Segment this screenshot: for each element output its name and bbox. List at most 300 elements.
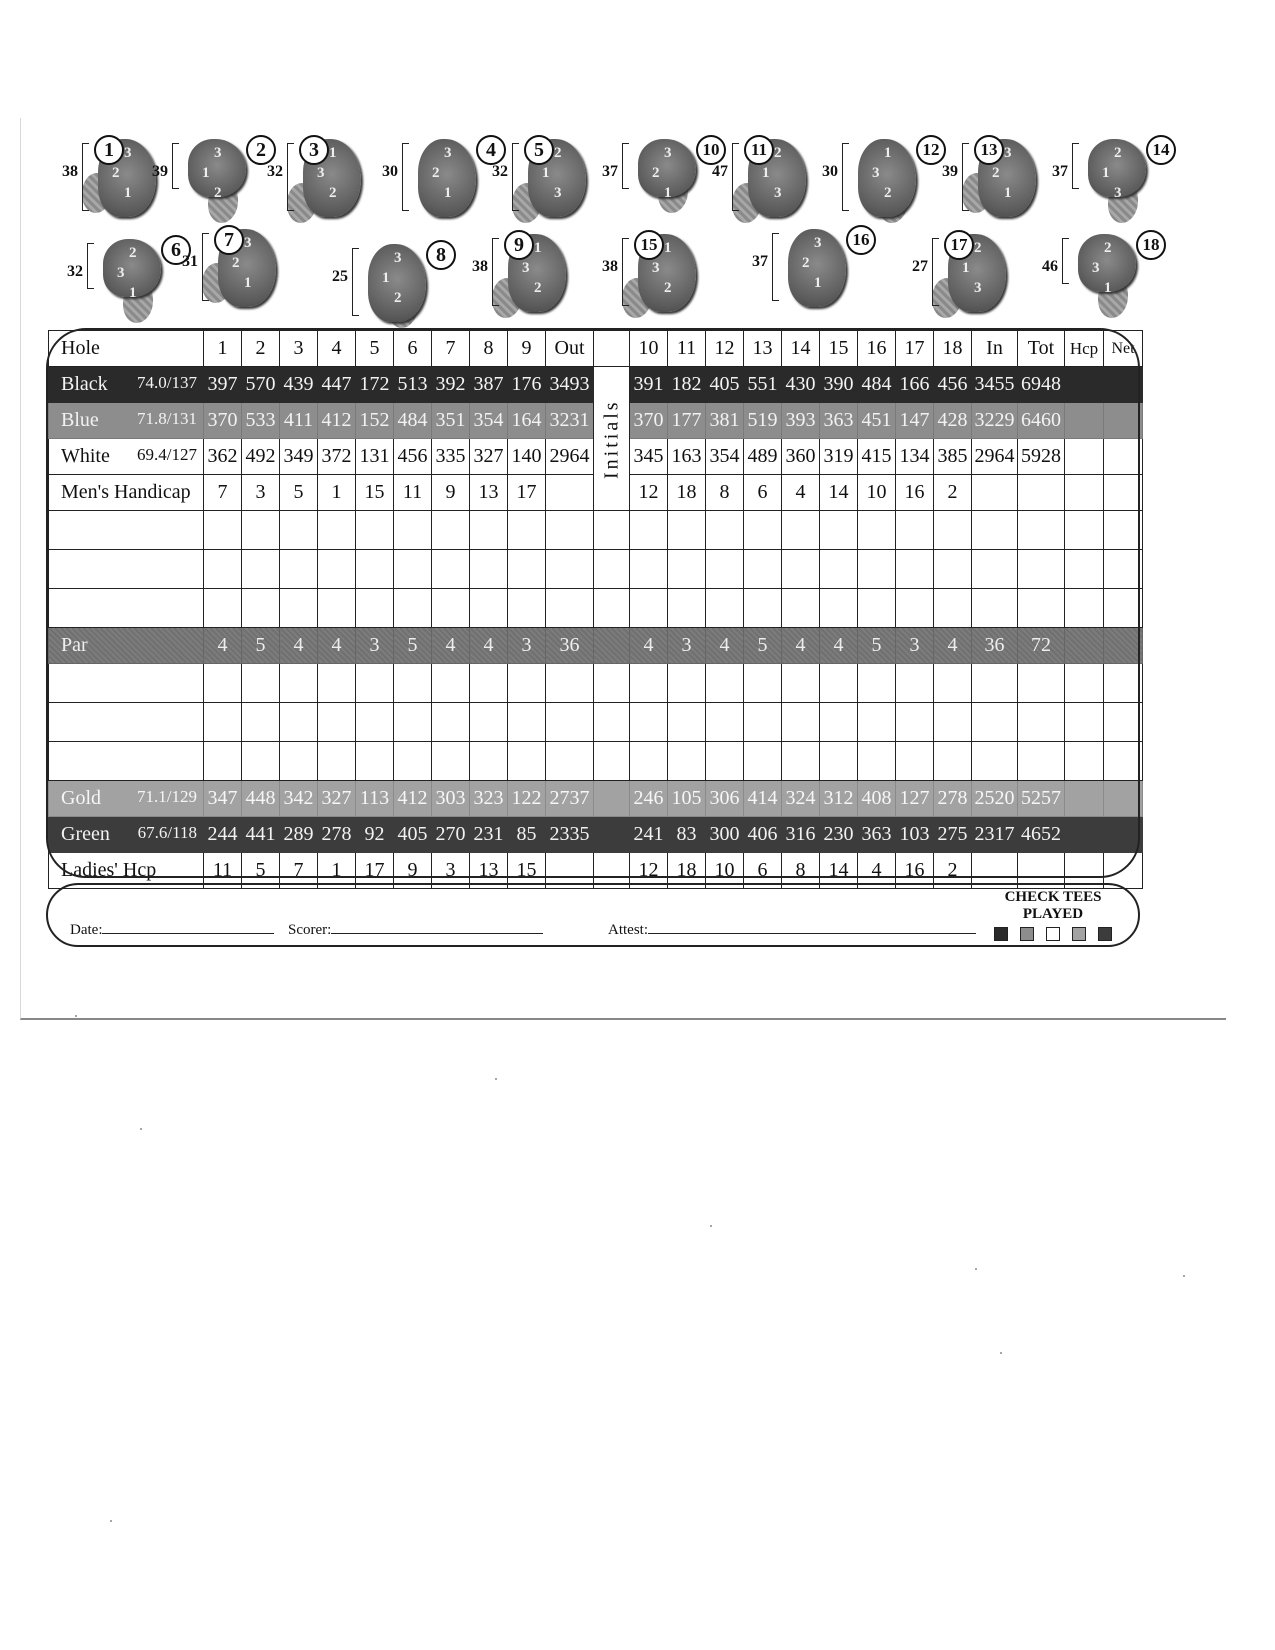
net-cell[interactable]: [1104, 367, 1143, 403]
score-cell[interactable]: [858, 664, 896, 703]
score-cell[interactable]: [630, 550, 668, 589]
score-cell[interactable]: [242, 664, 280, 703]
out-score-cell[interactable]: [546, 664, 594, 703]
score-cell[interactable]: [858, 550, 896, 589]
depth-bracket: [172, 143, 179, 189]
empty-cell[interactable]: [1065, 475, 1104, 511]
score-cell[interactable]: [858, 511, 896, 550]
score-cell[interactable]: [706, 589, 744, 628]
score-cell[interactable]: [706, 703, 744, 742]
out-score-cell[interactable]: [546, 511, 594, 550]
total-score-cell[interactable]: [972, 742, 1018, 781]
green-section: 1: [762, 165, 770, 181]
score-cell[interactable]: [508, 742, 546, 781]
score-cell[interactable]: [820, 742, 858, 781]
mens-handicap-label: Men's Handicap: [49, 475, 204, 511]
score-cell[interactable]: [896, 664, 934, 703]
tee-checkbox[interactable]: [1046, 927, 1060, 941]
depth-bracket: [202, 233, 209, 301]
hcp-cell[interactable]: [1065, 439, 1104, 475]
score-cell[interactable]: [204, 589, 242, 628]
score-cell[interactable]: [744, 742, 782, 781]
score-cell[interactable]: [394, 742, 432, 781]
score-cell[interactable]: [896, 550, 934, 589]
score-cell[interactable]: [744, 589, 782, 628]
yardage: 551: [744, 367, 782, 403]
par-hcp: [1065, 628, 1104, 664]
score-cell[interactable]: [896, 742, 934, 781]
total-score-cell[interactable]: [1018, 664, 1065, 703]
score-cell[interactable]: [356, 589, 394, 628]
score-cell[interactable]: [896, 589, 934, 628]
total-score-cell[interactable]: [1065, 664, 1104, 703]
score-cell[interactable]: [706, 550, 744, 589]
handicap-value: 9: [432, 475, 470, 511]
score-cell[interactable]: [242, 742, 280, 781]
green-section: 3: [1114, 185, 1122, 201]
player-name-cell[interactable]: [49, 703, 204, 742]
header-row: [49, 331, 1143, 367]
handicap-value: 6: [744, 475, 782, 511]
score-cell[interactable]: [394, 703, 432, 742]
score-cell[interactable]: [356, 664, 394, 703]
yardage: 319: [820, 439, 858, 475]
net-cell[interactable]: [1104, 439, 1143, 475]
scorecard: [48, 330, 1138, 889]
score-cell[interactable]: [394, 511, 432, 550]
depth-bracket: [82, 143, 89, 211]
par-value: 5: [744, 628, 782, 664]
score-cell[interactable]: [318, 589, 356, 628]
net-header: Net: [1104, 331, 1143, 367]
total-score-cell[interactable]: [1104, 511, 1143, 550]
score-cell[interactable]: [630, 511, 668, 550]
yardage: 246: [630, 781, 668, 817]
score-cell[interactable]: [280, 511, 318, 550]
total-score-cell[interactable]: [1104, 703, 1143, 742]
score-cell[interactable]: [508, 703, 546, 742]
score-cell[interactable]: [896, 511, 934, 550]
yardage: 230: [820, 817, 858, 853]
green-section: 1: [884, 145, 892, 161]
yardage: 134: [896, 439, 934, 475]
out-score-cell[interactable]: [546, 589, 594, 628]
green-section: 3: [1092, 260, 1100, 276]
score-cell[interactable]: [470, 664, 508, 703]
green-depth: 25: [332, 268, 348, 285]
handicap-value: 12: [630, 853, 668, 889]
score-cell[interactable]: [280, 703, 318, 742]
green-section: 2: [1104, 240, 1112, 256]
net-cell[interactable]: [1104, 403, 1143, 439]
total-score-cell[interactable]: [1018, 589, 1065, 628]
green-depth: 38: [472, 258, 488, 275]
score-cell[interactable]: [896, 703, 934, 742]
depth-bracket: [622, 238, 629, 306]
total-score-cell[interactable]: [1018, 511, 1065, 550]
total-score-cell[interactable]: [1104, 550, 1143, 589]
green-section: 1: [202, 165, 210, 181]
empty-cell[interactable]: [1104, 475, 1143, 511]
yardage: 349: [280, 439, 318, 475]
score-cell[interactable]: [934, 589, 972, 628]
yardage: 300: [706, 817, 744, 853]
score-cell[interactable]: [782, 511, 820, 550]
green-section: 1: [542, 165, 550, 181]
score-cell[interactable]: [630, 664, 668, 703]
yardage: 513: [394, 367, 432, 403]
score-cell[interactable]: [744, 703, 782, 742]
yardage: 92: [356, 817, 394, 853]
scorer-label: Scorer:: [288, 922, 332, 938]
score-cell[interactable]: [668, 589, 706, 628]
score-cell[interactable]: [782, 664, 820, 703]
score-cell[interactable]: [204, 742, 242, 781]
score-cell[interactable]: [630, 703, 668, 742]
green-section: 3: [522, 260, 530, 276]
yardage: 392: [432, 367, 470, 403]
player-name-cell[interactable]: [49, 664, 204, 703]
score-cell[interactable]: [242, 550, 280, 589]
score-cell[interactable]: [934, 703, 972, 742]
green-depth: 30: [382, 163, 398, 180]
score-cell[interactable]: [782, 589, 820, 628]
green-section: 3: [444, 145, 452, 161]
score-cell[interactable]: [280, 550, 318, 589]
score-cell[interactable]: [508, 550, 546, 589]
ladies-score-row: [49, 742, 1143, 781]
tee-checkboxes: [994, 927, 1112, 941]
score-cell[interactable]: [820, 703, 858, 742]
yardage: 492: [242, 439, 280, 475]
score-cell[interactable]: [432, 511, 470, 550]
score-cell[interactable]: [782, 703, 820, 742]
total-score-cell[interactable]: [1104, 589, 1143, 628]
initials-cell[interactable]: [594, 664, 630, 703]
men-score-row: [49, 511, 1143, 550]
score-cell[interactable]: [508, 589, 546, 628]
date-input-line[interactable]: [102, 921, 274, 934]
green-section: 3: [664, 145, 672, 161]
tee-checkbox[interactable]: [1098, 927, 1112, 941]
hole-number-header: 16: [858, 331, 896, 367]
score-cell[interactable]: [782, 742, 820, 781]
tee-label: [49, 439, 204, 475]
score-cell[interactable]: [744, 511, 782, 550]
score-cell[interactable]: [394, 589, 432, 628]
green-section: 3: [974, 280, 982, 296]
handicap-value: 13: [470, 475, 508, 511]
green-section: 3: [1004, 145, 1012, 161]
yardage: 347: [204, 781, 242, 817]
green-section: 2: [664, 280, 672, 296]
score-cell[interactable]: [204, 550, 242, 589]
score-cell[interactable]: [858, 742, 896, 781]
yardage: 105: [668, 781, 706, 817]
score-cell[interactable]: [706, 742, 744, 781]
green-depth: 32: [492, 163, 508, 180]
total-score-cell[interactable]: [1018, 550, 1065, 589]
yardage: 391: [630, 367, 668, 403]
green-depth: 38: [62, 163, 78, 180]
hole-number-header: 15: [820, 331, 858, 367]
yardage: 278: [318, 817, 356, 853]
par-value: 3: [668, 628, 706, 664]
total-score-cell[interactable]: [972, 664, 1018, 703]
total-score-cell[interactable]: [1065, 511, 1104, 550]
handicap-value: 3: [432, 853, 470, 889]
yardage: 270: [432, 817, 470, 853]
score-cell[interactable]: [318, 550, 356, 589]
score-cell[interactable]: [820, 511, 858, 550]
green-section: 2: [884, 185, 892, 201]
green-section: 1: [664, 240, 672, 256]
yardage: 412: [318, 403, 356, 439]
score-cell[interactable]: [668, 703, 706, 742]
attest-field[interactable]: [608, 921, 976, 939]
player-name-cell[interactable]: [49, 589, 204, 628]
score-cell[interactable]: [820, 664, 858, 703]
green-section: 1: [534, 240, 542, 256]
green-section: 1: [814, 275, 822, 291]
score-cell[interactable]: [630, 589, 668, 628]
total-score-cell[interactable]: [1065, 589, 1104, 628]
score-cell[interactable]: [858, 589, 896, 628]
score-cell[interactable]: [470, 589, 508, 628]
tee-checkbox[interactable]: [994, 927, 1008, 941]
green-section: 2: [554, 145, 562, 161]
score-cell[interactable]: [630, 742, 668, 781]
score-cell[interactable]: [934, 742, 972, 781]
score-cell[interactable]: [356, 550, 394, 589]
score-cell[interactable]: [356, 742, 394, 781]
score-cell[interactable]: [432, 550, 470, 589]
player-name-cell[interactable]: [49, 742, 204, 781]
yardage: 430: [782, 367, 820, 403]
score-cell[interactable]: [356, 703, 394, 742]
initials-gap: [594, 817, 630, 853]
score-cell[interactable]: [668, 742, 706, 781]
score-cell[interactable]: [820, 550, 858, 589]
score-cell[interactable]: [934, 511, 972, 550]
hole-number-header: 2: [242, 331, 280, 367]
green-section: 3: [214, 145, 222, 161]
score-cell[interactable]: [318, 664, 356, 703]
handicap-value: 7: [204, 475, 242, 511]
handicap-value: 13: [470, 853, 508, 889]
depth-bracket: [842, 143, 849, 211]
hole-number-header: 1: [204, 331, 242, 367]
attest-input-line[interactable]: [648, 921, 976, 934]
green-section: 1: [664, 185, 672, 201]
green-depth: 37: [1052, 163, 1068, 180]
initials-cell[interactable]: [594, 589, 630, 628]
green-section: 2: [394, 290, 402, 306]
score-cell[interactable]: [432, 742, 470, 781]
score-cell[interactable]: [280, 589, 318, 628]
par-out: 36: [546, 628, 594, 664]
score-cell[interactable]: [280, 742, 318, 781]
scan-speck: [75, 1015, 77, 1017]
score-cell[interactable]: [242, 703, 280, 742]
total-score-cell[interactable]: [972, 550, 1018, 589]
total-score-cell[interactable]: [1104, 664, 1143, 703]
initials-cell[interactable]: [594, 742, 630, 781]
hole-number: 4: [476, 135, 506, 165]
score-cell[interactable]: [242, 589, 280, 628]
tee-row-green: [49, 817, 1143, 853]
initials-gap: [594, 331, 630, 367]
score-cell[interactable]: [318, 742, 356, 781]
score-cell[interactable]: [280, 664, 318, 703]
scan-speck: [1183, 1275, 1185, 1277]
green-section: 3: [244, 235, 252, 251]
score-cell[interactable]: [432, 703, 470, 742]
scorer-input-line[interactable]: [331, 921, 543, 934]
score-cell[interactable]: [318, 703, 356, 742]
depth-bracket: [492, 238, 499, 306]
yardage: 428: [934, 403, 972, 439]
hole-number-header: 11: [668, 331, 706, 367]
score-cell[interactable]: [204, 664, 242, 703]
total-score-cell[interactable]: [1018, 742, 1065, 781]
total-score-cell[interactable]: [1065, 703, 1104, 742]
score-cell[interactable]: [668, 550, 706, 589]
total-score-cell[interactable]: [972, 703, 1018, 742]
score-cell[interactable]: [820, 589, 858, 628]
green-section: 2: [652, 165, 660, 181]
par-value: 4: [934, 628, 972, 664]
yardage-total: 5928: [1018, 439, 1065, 475]
yardage: 414: [744, 781, 782, 817]
initials-gap: [594, 628, 630, 664]
player-name-cell[interactable]: [49, 550, 204, 589]
yardage: 316: [782, 817, 820, 853]
green-section: 3: [774, 185, 782, 201]
handicap-value: 6: [744, 853, 782, 889]
score-cell[interactable]: [394, 664, 432, 703]
yardage: 354: [706, 439, 744, 475]
player-name-cell[interactable]: [49, 511, 204, 550]
total-header: Tot: [1018, 331, 1065, 367]
initials-cell[interactable]: [594, 511, 630, 550]
yardage: 103: [896, 817, 934, 853]
green-depth: 47: [712, 163, 728, 180]
score-cell[interactable]: [394, 550, 432, 589]
empty-cell[interactable]: [972, 475, 1018, 511]
score-cell[interactable]: [744, 550, 782, 589]
initials-cell[interactable]: [594, 703, 630, 742]
handicap-value: 17: [508, 475, 546, 511]
yardage: 147: [896, 403, 934, 439]
out-score-cell[interactable]: [546, 550, 594, 589]
score-cell[interactable]: [204, 511, 242, 550]
out-score-cell[interactable]: [546, 742, 594, 781]
score-cell[interactable]: [470, 550, 508, 589]
score-cell[interactable]: [470, 511, 508, 550]
yardage: 362: [204, 439, 242, 475]
hole-number: 10: [696, 135, 726, 165]
initials-column[interactable]: Initials: [594, 367, 630, 511]
yardage: 140: [508, 439, 546, 475]
yardage: 372: [318, 439, 356, 475]
green-section: 3: [394, 250, 402, 266]
score-cell[interactable]: [858, 703, 896, 742]
green-section: 1: [329, 145, 337, 161]
score-cell[interactable]: [470, 742, 508, 781]
score-cell[interactable]: [706, 664, 744, 703]
hole-number-header: 17: [896, 331, 934, 367]
tee-row-black: [49, 367, 1143, 403]
score-cell[interactable]: [318, 511, 356, 550]
par-value: 3: [508, 628, 546, 664]
hole-number-header: 4: [318, 331, 356, 367]
score-cell[interactable]: [782, 550, 820, 589]
yardage: 354: [470, 403, 508, 439]
score-cell[interactable]: [470, 703, 508, 742]
hcp-cell[interactable]: [1065, 367, 1104, 403]
total-score-cell[interactable]: [1065, 742, 1104, 781]
total-score-cell[interactable]: [1065, 550, 1104, 589]
yardage: 152: [356, 403, 394, 439]
total-score-cell[interactable]: [1018, 703, 1065, 742]
hcp-cell[interactable]: [1065, 403, 1104, 439]
tee-name: White: [61, 445, 110, 467]
score-cell[interactable]: [242, 511, 280, 550]
scorer-field[interactable]: [288, 921, 543, 939]
tee-checkbox[interactable]: [1072, 927, 1086, 941]
handicap-value: 18: [668, 853, 706, 889]
yardage-out: 2737: [546, 781, 594, 817]
score-cell[interactable]: [432, 589, 470, 628]
empty-cell[interactable]: [1018, 475, 1065, 511]
handicap-value: 15: [356, 475, 394, 511]
yardage: 415: [858, 439, 896, 475]
par-total: 72: [1018, 628, 1065, 664]
yardage: 177: [668, 403, 706, 439]
score-cell[interactable]: [744, 664, 782, 703]
yardage: 456: [934, 367, 972, 403]
depth-bracket: [732, 143, 739, 211]
total-score-cell[interactable]: [1104, 742, 1143, 781]
score-cell[interactable]: [706, 511, 744, 550]
yardage: 163: [668, 439, 706, 475]
out-score-cell[interactable]: [546, 703, 594, 742]
green-depth: 31: [182, 253, 198, 270]
total-score-cell[interactable]: [972, 589, 1018, 628]
yardage: 439: [280, 367, 318, 403]
tee-checkbox[interactable]: [1020, 927, 1034, 941]
check-tees-subtitle: PLAYED: [1022, 906, 1084, 922]
score-cell[interactable]: [668, 511, 706, 550]
date-field[interactable]: [70, 921, 274, 939]
score-cell[interactable]: [934, 664, 972, 703]
initials-cell[interactable]: [594, 550, 630, 589]
hole-number-header: 8: [470, 331, 508, 367]
scan-speck: [140, 1128, 142, 1130]
score-cell[interactable]: [934, 550, 972, 589]
ladies-score-row: [49, 664, 1143, 703]
score-cell[interactable]: [356, 511, 394, 550]
green-section: 2: [1114, 145, 1122, 161]
green-section: 1: [444, 185, 452, 201]
score-cell[interactable]: [204, 703, 242, 742]
score-cell[interactable]: [508, 511, 546, 550]
score-cell[interactable]: [668, 664, 706, 703]
score-cell[interactable]: [508, 664, 546, 703]
score-cell[interactable]: [432, 664, 470, 703]
total-score-cell[interactable]: [972, 511, 1018, 550]
